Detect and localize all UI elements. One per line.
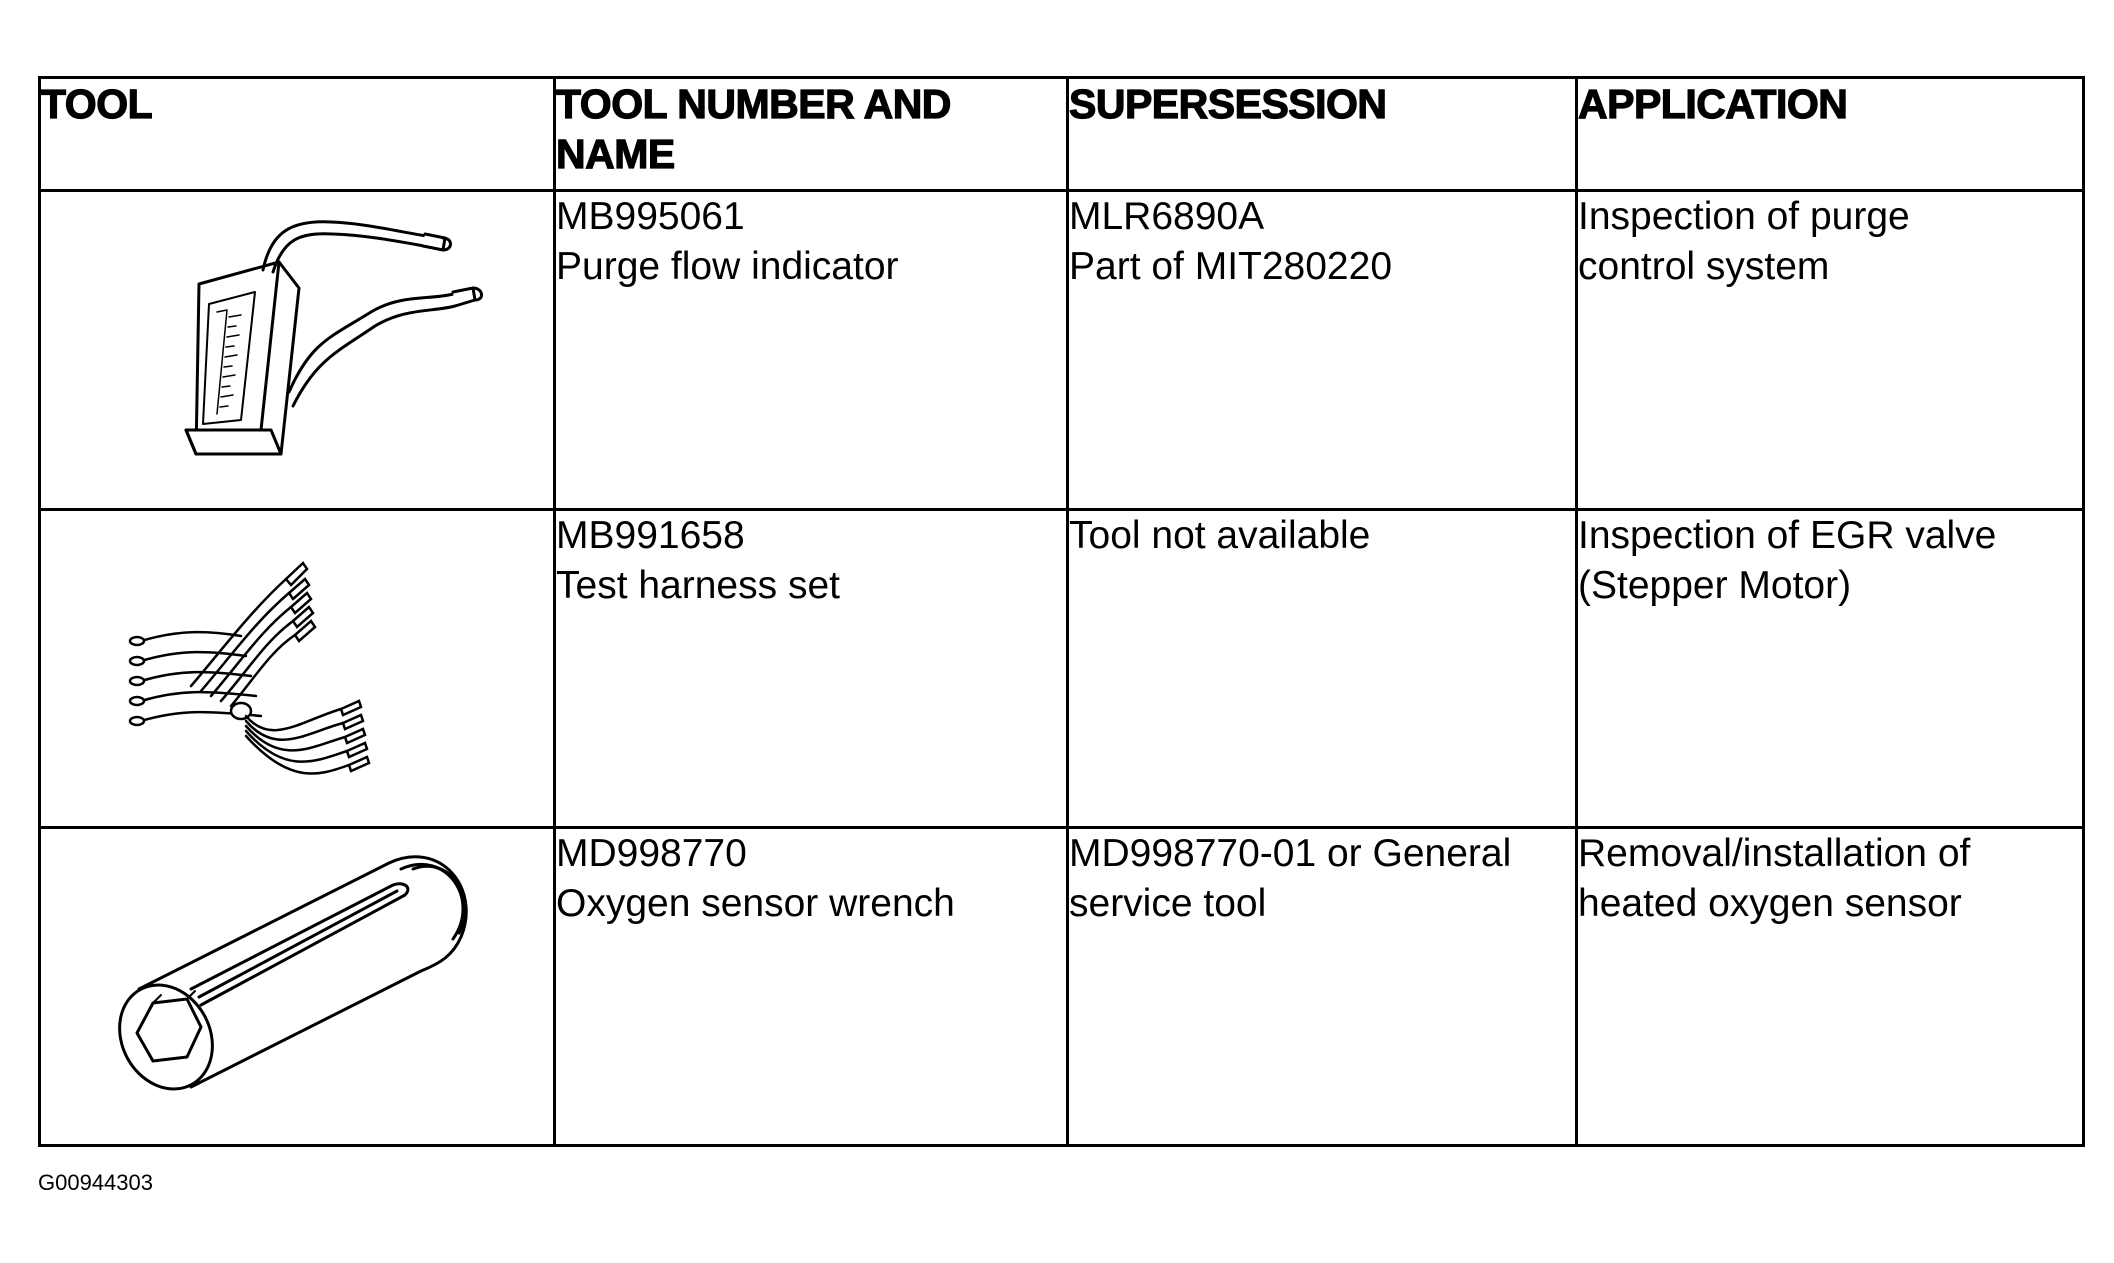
tool-name: Oxygen sensor wrench (556, 881, 955, 925)
supersession-line: Tool not available (1069, 513, 1371, 557)
header-tool-number-and-name: TOOL NUMBER AND NAME (555, 78, 1068, 191)
test-harness-set-icon (41, 511, 556, 828)
application-line: Removal/installation of (1578, 831, 1971, 875)
supersession-cell (1068, 509, 1577, 827)
application-line: heated oxygen sensor (1578, 881, 1962, 925)
header-supersession: SUPERSESSION (1068, 78, 1577, 191)
application-line: Inspection of EGR valve (1578, 513, 1997, 557)
supersession-line: MD998770-01 or General (1069, 831, 1512, 875)
application-line: control system (1578, 245, 1830, 289)
tool-number-name-cell (555, 191, 1068, 509)
tool-number: MD998770 (556, 831, 747, 875)
special-tools-table (38, 76, 2085, 1147)
tool-name: Test harness set (556, 563, 840, 607)
figure-code: G00944303 (38, 1170, 153, 1195)
table-row (40, 509, 2084, 827)
tool-image-cell (40, 827, 555, 1145)
supersession-cell (1068, 827, 1577, 1145)
application-line: (Stepper Motor) (1578, 563, 1852, 607)
tool-number-name-cell (555, 827, 1068, 1145)
tool-image-cell (40, 191, 555, 509)
tool-number: MB991658 (556, 513, 745, 557)
header-tool: TOOL (40, 78, 555, 191)
tool-number-name-cell (555, 509, 1068, 827)
tool-image-cell (40, 509, 555, 827)
table-row (40, 827, 2084, 1145)
tool-number: MB995061 (556, 195, 745, 239)
application-line: Inspection of purge (1578, 195, 1910, 239)
application-cell (1577, 509, 2084, 827)
tool-name: Purge flow indicator (556, 245, 899, 289)
supersession-line: MLR6890A (1069, 195, 1265, 239)
supersession-line: Part of MIT280220 (1069, 245, 1393, 289)
header-application: APPLICATION (1577, 78, 2084, 191)
application-cell (1577, 191, 2084, 509)
oxygen-sensor-wrench-icon (41, 829, 556, 1146)
supersession-line: service tool (1069, 881, 1267, 925)
table-header-row (40, 78, 2084, 191)
table-row (40, 191, 2084, 509)
purge-flow-indicator-icon (41, 192, 556, 509)
application-cell (1577, 827, 2084, 1145)
supersession-cell (1068, 191, 1577, 509)
